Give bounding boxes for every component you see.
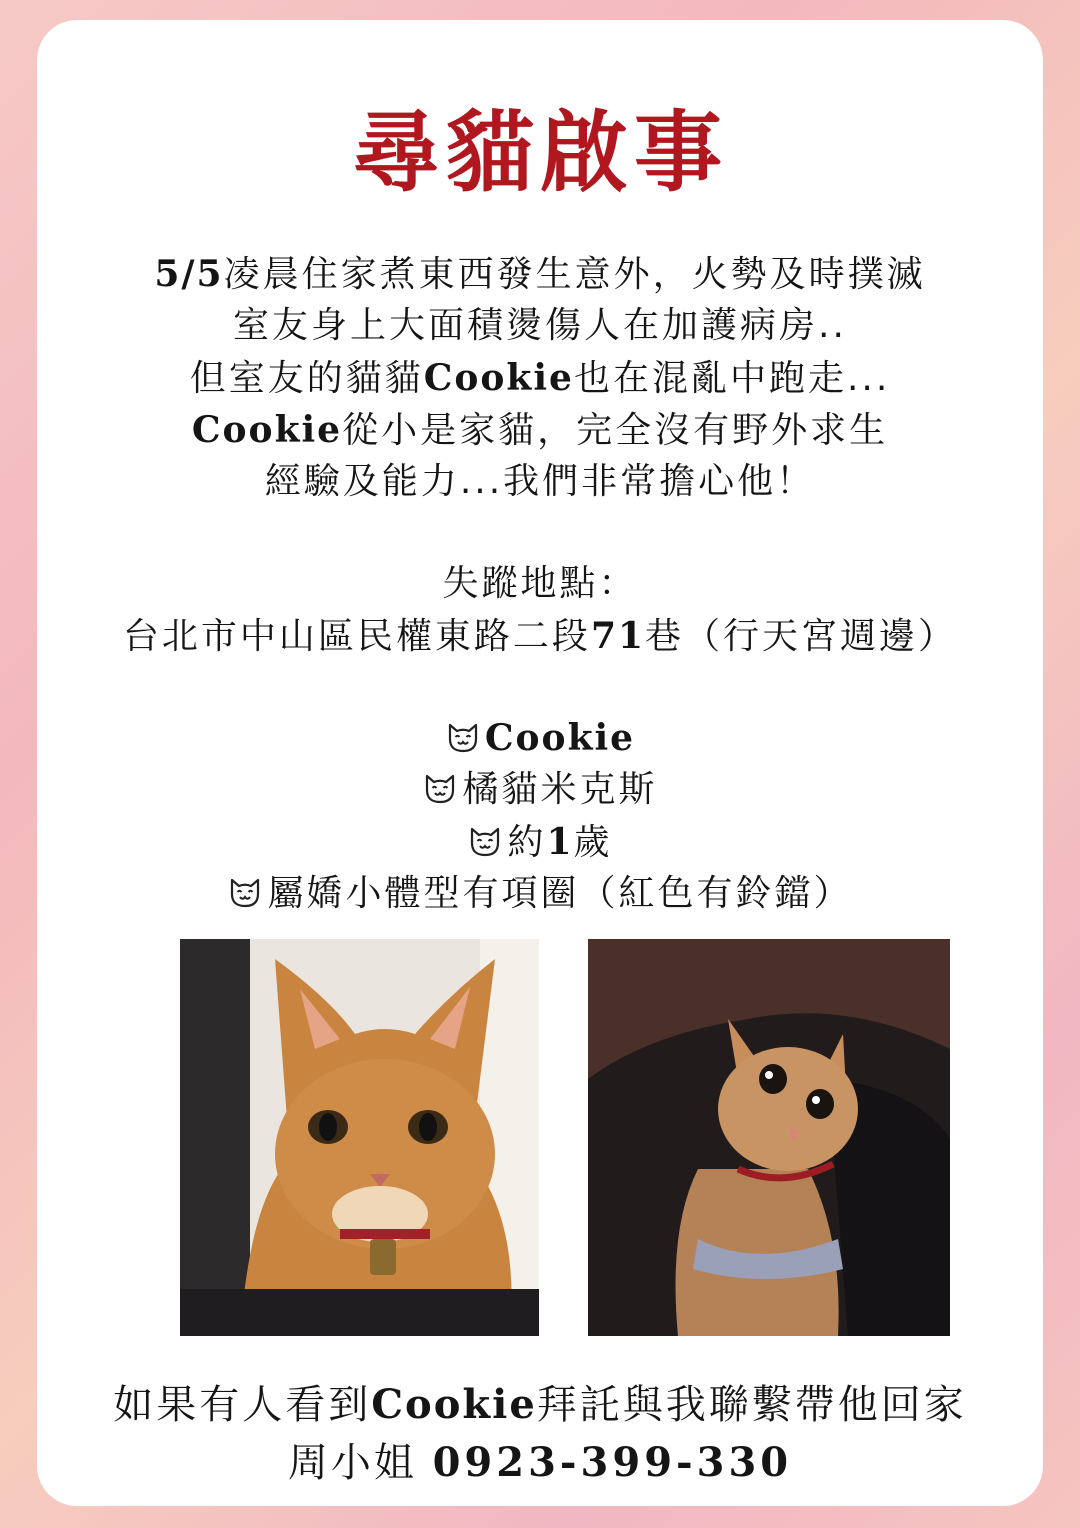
story-line-4-post: 從小是家貓，完全沒有野外求生	[342, 410, 889, 451]
cat-name: Cookie	[484, 717, 636, 759]
story-line-2: 室友身上大面積燙傷人在加護病房..	[233, 305, 847, 346]
cat-face-icon	[227, 874, 263, 910]
features-section	[37, 712, 1043, 920]
location-label: 失蹤地點：	[442, 563, 638, 604]
address-post: 巷（行天宮週邊）	[645, 616, 958, 657]
appeal-post: 拜託與我聯繫帶他回家	[536, 1382, 967, 1428]
cat-age-post: 歲	[573, 822, 613, 863]
feature-age	[37, 816, 1043, 868]
cat-face-icon	[467, 823, 503, 859]
feature-breed	[37, 764, 1043, 816]
cat-breed: 橘貓米克斯	[462, 769, 658, 810]
cat-name-mention: Cookie	[423, 357, 574, 399]
story-line-5: 經驗及能力...我們非常擔心他！	[264, 461, 816, 502]
cat-photo-1	[180, 939, 539, 1336]
contact-name: 周小姐	[287, 1440, 417, 1486]
cat-age-number: 1	[546, 821, 574, 863]
cat-age-pre: 約	[507, 822, 547, 863]
cat-face-icon	[422, 770, 458, 806]
footer-section	[37, 1376, 1043, 1492]
feature-description	[37, 868, 1043, 920]
location-section	[37, 558, 1043, 662]
cat-photo-2-illustration	[588, 939, 950, 1336]
story-line-4	[37, 404, 1043, 456]
footer-contact	[37, 1434, 1043, 1492]
footer-appeal	[37, 1376, 1043, 1434]
feature-name	[37, 712, 1043, 764]
cat-name-mention: Cookie	[191, 409, 343, 451]
cat-photo-1-illustration	[180, 939, 539, 1336]
location-address	[37, 610, 1043, 662]
story-line-3	[37, 352, 1043, 404]
flyer-title: 尋貓啟事	[351, 100, 728, 204]
incident-date: 5/5	[154, 253, 224, 295]
story-line-1-text: 凌晨住家煮東西發生意外，火勢及時撲滅	[223, 254, 926, 295]
cat-face-icon	[445, 719, 481, 755]
contact-phone: 0923-399-330	[432, 1439, 793, 1486]
story-section	[37, 248, 1043, 508]
address-lane-number: 71	[590, 615, 646, 657]
cat-photo-2	[588, 939, 950, 1336]
cat-description: 屬嬌小體型有項圈（紅色有鈴鐺）	[267, 873, 853, 914]
appeal-pre: 如果有人看到	[113, 1382, 372, 1428]
cat-name-mention: Cookie	[371, 1381, 537, 1428]
address-pre: 台北市中山區民權東路二段	[122, 616, 591, 657]
story-line-3-post: 也在混亂中跑走...	[573, 358, 891, 399]
story-line-1	[37, 248, 1043, 300]
story-line-3-pre: 但室友的貓貓	[189, 358, 424, 399]
